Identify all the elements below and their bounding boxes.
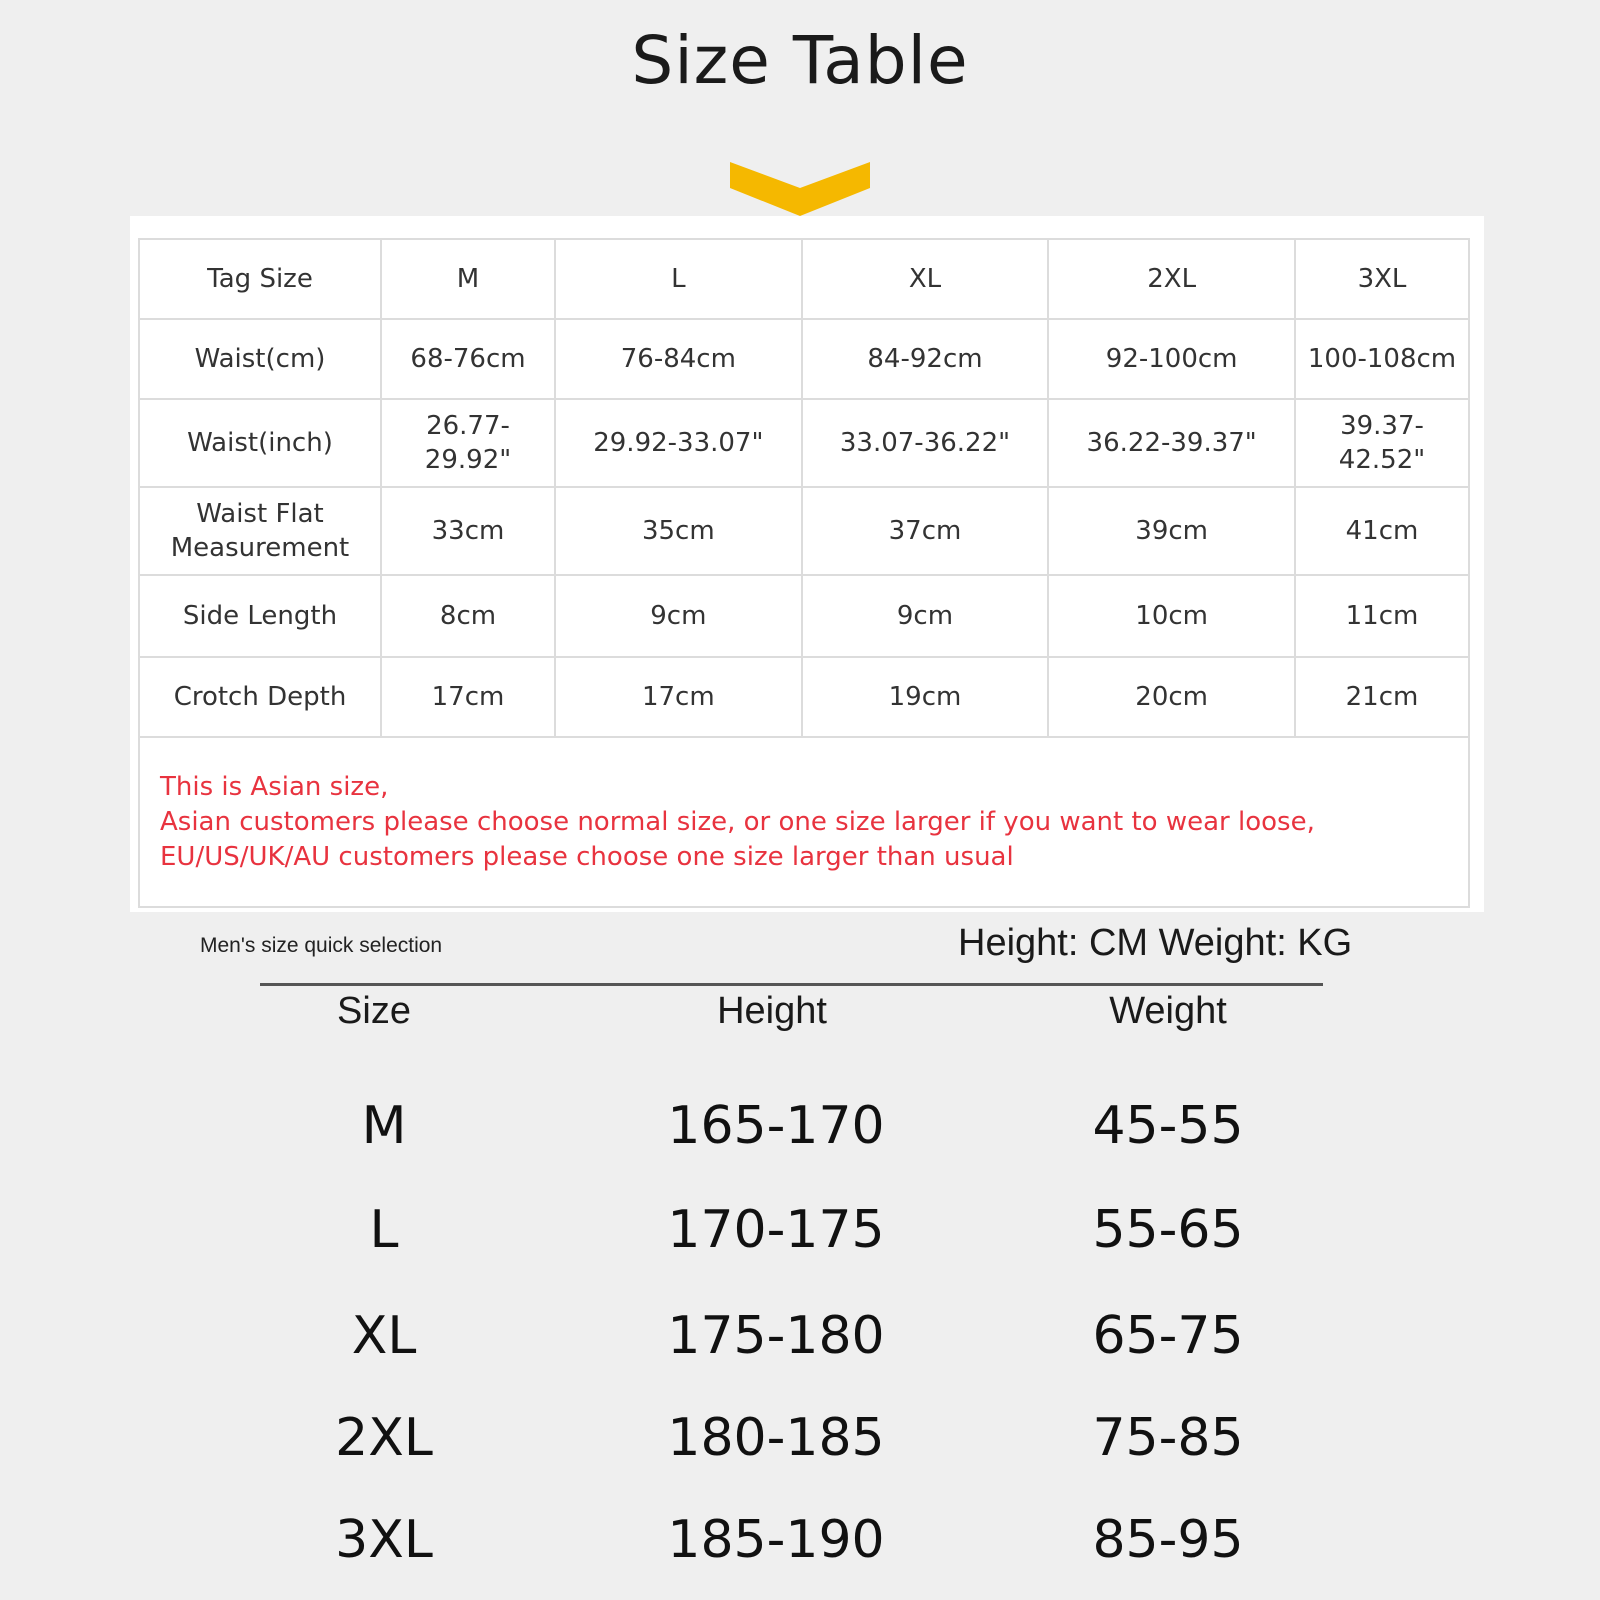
table-row bbox=[139, 575, 1469, 657]
page-title: Size Table bbox=[631, 22, 969, 99]
quick-height: 175-180 bbox=[667, 1306, 885, 1366]
table-cell: 17cm bbox=[381, 657, 555, 737]
quick-size: XL bbox=[351, 1306, 417, 1366]
row-label: Waist(cm) bbox=[139, 319, 381, 399]
size-table bbox=[138, 238, 1470, 908]
row-label: Waist(inch) bbox=[139, 399, 381, 487]
chevron-down-icon bbox=[730, 162, 870, 218]
header-label: Tag Size bbox=[139, 239, 381, 319]
quick-height: 185-190 bbox=[667, 1510, 885, 1570]
table-cell: 11cm bbox=[1295, 575, 1469, 657]
size-note-row bbox=[139, 737, 1469, 907]
table-cell: 20cm bbox=[1048, 657, 1295, 737]
quick-selection-label: Men's size quick selection bbox=[200, 934, 443, 957]
table-cell: 92-100cm bbox=[1048, 319, 1295, 399]
row-label: Waist Flat Measurement bbox=[139, 487, 381, 575]
table-cell: 33cm bbox=[381, 487, 555, 575]
quick-height: 180-185 bbox=[667, 1408, 885, 1468]
quick-height: 170-175 bbox=[667, 1200, 885, 1260]
table-cell: 37cm bbox=[802, 487, 1049, 575]
header-size: L bbox=[555, 239, 802, 319]
column-header-size: Size bbox=[337, 990, 411, 1032]
table-cell: 84-92cm bbox=[802, 319, 1049, 399]
table-cell: 17cm bbox=[555, 657, 802, 737]
table-cell: 36.22-39.37" bbox=[1048, 399, 1295, 487]
header-size: 3XL bbox=[1295, 239, 1469, 319]
table-cell: 39cm bbox=[1048, 487, 1295, 575]
table-cell: 35cm bbox=[555, 487, 802, 575]
table-cell: 39.37-42.52" bbox=[1295, 399, 1469, 487]
quick-weight: 55-65 bbox=[1092, 1200, 1244, 1260]
table-row bbox=[139, 239, 1469, 319]
table-cell: 41cm bbox=[1295, 487, 1469, 575]
table-cell: 9cm bbox=[555, 575, 802, 657]
quick-size: L bbox=[369, 1200, 399, 1260]
units-label: Height: CM Weight: KG bbox=[958, 922, 1353, 964]
quick-size: 3XL bbox=[335, 1510, 433, 1570]
header-size: M bbox=[381, 239, 555, 319]
size-table-panel bbox=[130, 216, 1484, 912]
table-cell: 100-108cm bbox=[1295, 319, 1469, 399]
table-row bbox=[139, 319, 1469, 399]
header-size: XL bbox=[802, 239, 1049, 319]
table-cell: 68-76cm bbox=[381, 319, 555, 399]
table-cell: 76-84cm bbox=[555, 319, 802, 399]
list-item bbox=[0, 1200, 1600, 1280]
table-row bbox=[139, 399, 1469, 487]
row-label: Side Length bbox=[139, 575, 381, 657]
column-header-height: Height bbox=[717, 990, 827, 1032]
note-line: This is Asian size, bbox=[160, 771, 389, 802]
table-cell: 26.77-29.92" bbox=[381, 399, 555, 487]
table-cell: 19cm bbox=[802, 657, 1049, 737]
table-cell: 8cm bbox=[381, 575, 555, 657]
note-line: EU/US/UK/AU customers please choose one size larger than usual bbox=[160, 841, 1014, 872]
quick-height: 165-170 bbox=[667, 1096, 885, 1156]
quick-weight: 85-95 bbox=[1092, 1510, 1244, 1570]
quick-weight: 65-75 bbox=[1092, 1306, 1244, 1366]
list-item bbox=[0, 1306, 1600, 1386]
table-row bbox=[139, 657, 1469, 737]
size-note bbox=[139, 737, 1469, 907]
quick-weight: 75-85 bbox=[1092, 1408, 1244, 1468]
quick-weight: 45-55 bbox=[1092, 1096, 1244, 1156]
row-label: Crotch Depth bbox=[139, 657, 381, 737]
quick-size: 2XL bbox=[335, 1408, 433, 1468]
table-cell: 29.92-33.07" bbox=[555, 399, 802, 487]
list-item bbox=[0, 1408, 1600, 1488]
column-header-weight: Weight bbox=[1109, 990, 1227, 1032]
table-row bbox=[139, 487, 1469, 575]
quick-size: M bbox=[361, 1096, 407, 1156]
table-cell: 10cm bbox=[1048, 575, 1295, 657]
table-cell: 21cm bbox=[1295, 657, 1469, 737]
note-line: Asian customers please choose normal size, or one size larger if you want to wear loose, bbox=[160, 806, 1315, 837]
header-size: 2XL bbox=[1048, 239, 1295, 319]
table-cell: 9cm bbox=[802, 575, 1049, 657]
list-item bbox=[0, 1096, 1600, 1176]
divider bbox=[260, 983, 1323, 986]
list-item bbox=[0, 1510, 1600, 1590]
table-cell: 33.07-36.22" bbox=[802, 399, 1049, 487]
